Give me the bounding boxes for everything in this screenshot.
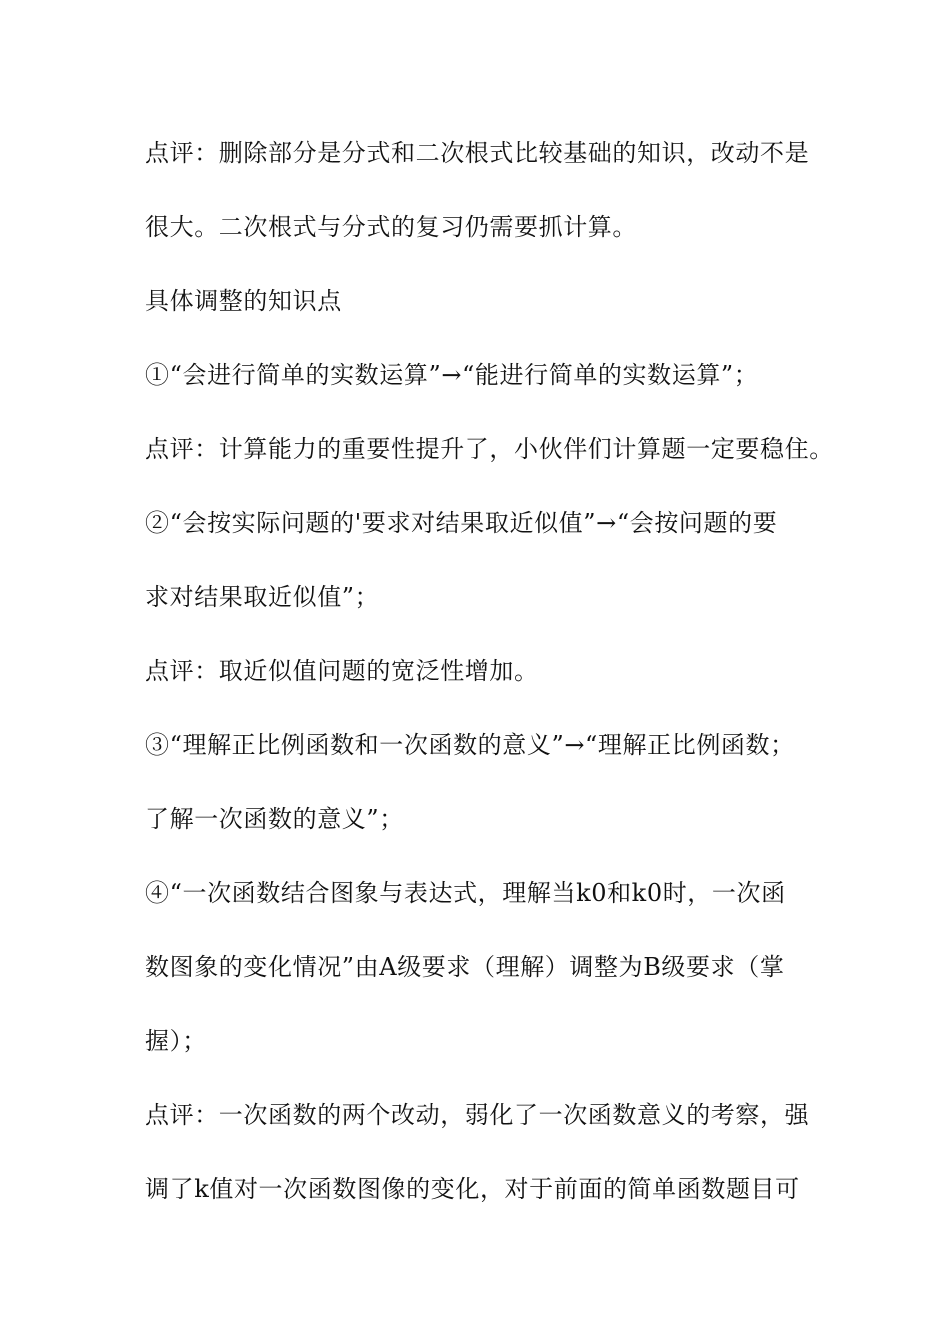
paragraph-line: 点评：删除部分是分式和二次根式比较基础的知识，改动不是 bbox=[145, 139, 810, 167]
paragraph-line: 握）； bbox=[145, 1027, 207, 1055]
paragraph-line: 了解一次函数的意义”； bbox=[145, 805, 404, 833]
paragraph-line: 很大。二次根式与分式的复习仍需要抓计算。 bbox=[145, 213, 637, 241]
section-heading: 具体调整的知识点 bbox=[145, 287, 342, 315]
paragraph-line: ①“会进行简单的实数运算”→“能进行简单的实数运算”； bbox=[145, 361, 759, 389]
paragraph-line: 点评：取近似值问题的宽泛性增加。 bbox=[145, 657, 539, 685]
paragraph-line: 点评：一次函数的两个改动，弱化了一次函数意义的考察，强 bbox=[145, 1101, 810, 1129]
paragraph-line: ③“理解正比例函数和一次函数的意义”→“理解正比例函数； bbox=[145, 731, 795, 759]
paragraph-line: ④“一次函数结合图象与表达式，理解当k0和k0时，一次函 bbox=[145, 879, 786, 907]
paragraph-line: 求对结果取近似值”； bbox=[145, 583, 380, 611]
paragraph-line: 点评：计算能力的重要性提升了，小伙伴们计算题一定要稳住。 bbox=[145, 435, 834, 463]
paragraph-line: 数图象的变化情况”由A级要求（理解）调整为B级要求（掌 bbox=[145, 953, 785, 981]
paragraph-line: 调了k值对一次函数图像的变化，对于前面的简单函数题目可 bbox=[145, 1175, 800, 1203]
paragraph-line: ②“会按实际问题的'要求对结果取近似值”→“会按问题的要 bbox=[145, 509, 778, 537]
